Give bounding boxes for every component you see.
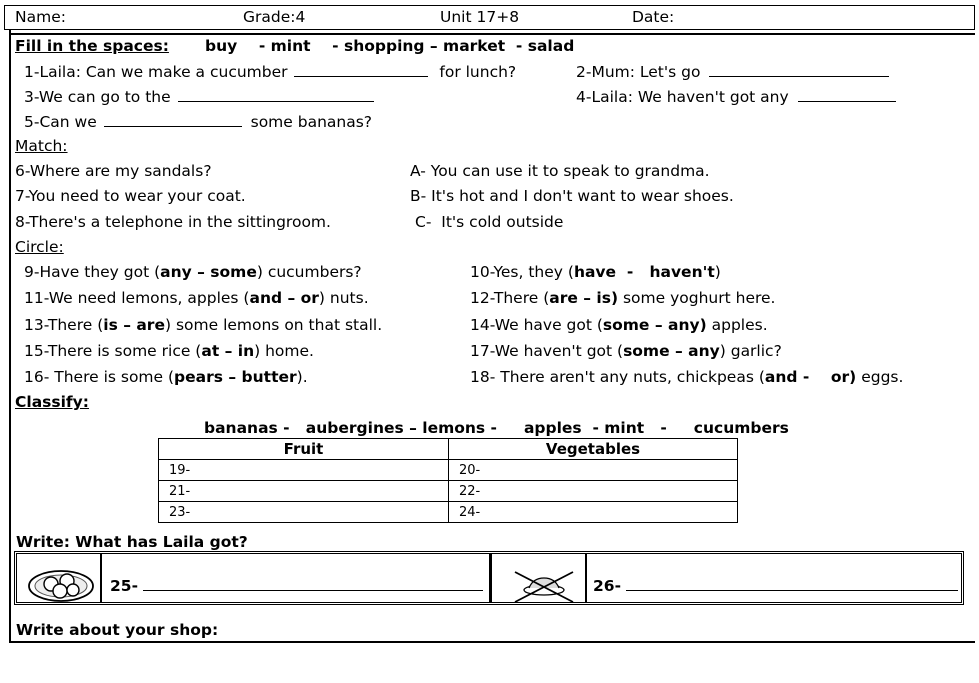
q18-post: eggs. [861,368,904,386]
circle-q11 [24,289,369,308]
q17-post: ) garlic? [719,342,782,360]
q12-options[interactable]: are – is) [549,289,619,307]
q18-pre: 18- There aren't any nuts, chickpeas ( [470,368,765,386]
date-label: Date: [632,8,675,26]
match-c: C- It's cold outside [415,213,564,231]
classify-title: Classify: [15,393,89,411]
fill-title: Fill in the spaces: [15,37,169,55]
circle-q9 [24,263,362,282]
q15-post: ) home. [254,342,314,360]
q5-start: 5-Can we [24,113,97,131]
bottom-rule [9,641,975,643]
q16-pre: 16- There is some ( [24,368,175,386]
q5-blank[interactable] [104,112,242,127]
q14-pre: 14-We have got ( [470,316,603,334]
q18-options[interactable]: and - or) [764,368,857,386]
q26-blank[interactable] [626,576,958,591]
fruit-header: Fruit [159,439,449,460]
match-q6: 6-Where are my sandals? [15,162,212,180]
fill-word-bank: buy - mint - shopping – market - salad [205,37,575,55]
q12-post: some yoghurt here. [622,289,776,307]
match-q7: 7-You need to wear your coat. [15,187,246,205]
circle-q14 [470,316,768,335]
q25-blank[interactable] [143,576,483,591]
q17-pre: 17-We haven't got ( [470,342,624,360]
q11-pre: 11-We need lemons, apples ( [24,289,250,307]
table-row [159,502,738,523]
q1-start: 1-Laila: Can we make a cucumber [24,63,288,81]
name-label: Name: [15,8,66,26]
circle-q12 [470,289,775,308]
circle-q17 [470,342,782,361]
q15-options[interactable]: at – in [201,342,255,360]
q25-text [110,576,483,596]
q1-text [24,62,516,82]
q10-pre: 10-Yes, they ( [470,263,574,281]
q5-end: some bananas? [250,113,373,131]
q4-text [576,87,896,107]
classify-header-row [159,439,738,460]
q12-pre: 12-There ( [470,289,550,307]
write-divider-1 [100,553,102,603]
match-q8: 8-There's a telephone in the sittingroom. [15,213,331,231]
q5-text [24,112,372,132]
q9-post: ) cucumbers? [256,263,362,281]
left-border [9,30,11,642]
q10-options[interactable]: have - haven't [573,263,715,281]
q1-end: for lunch? [439,63,517,81]
circle-q15 [24,342,314,361]
circle-q16 [24,368,308,387]
q25-label: 25- [110,577,139,595]
match-b: B- It's hot and I don't want to wear shoes. [410,187,734,205]
cookies-icon [26,567,96,605]
cell-23[interactable]: 23- [159,502,449,523]
cell-22[interactable]: 22- [449,481,738,502]
q14-options[interactable]: some – any) [602,316,707,334]
q9-pre: 9-Have they got ( [24,263,161,281]
q2-blank[interactable] [709,62,889,77]
q9-options[interactable]: any – some [160,263,257,281]
q4-start: 4-Laila: We haven't got any [576,88,789,106]
q10-post: ) [714,263,721,281]
circle-q10 [470,263,721,282]
q2-start: 2-Mum: Let's go [576,63,701,81]
match-title: Match: [15,137,68,155]
circle-title: Circle: [15,238,64,256]
q3-text [24,87,374,107]
q2-text [576,62,889,82]
q14-post: apples. [711,316,768,334]
table-row [159,481,738,502]
q13-pre: 13-There ( [24,316,104,334]
q11-post: ) nuts. [318,289,369,307]
classify-table [158,438,738,523]
write-divider-3 [585,553,587,603]
q15-pre: 15-There is some rice ( [24,342,202,360]
write-divider-2 [489,553,492,603]
q26-text [593,576,958,596]
q3-blank[interactable] [178,87,374,102]
q11-options[interactable]: and – or [249,289,319,307]
q1-blank[interactable] [294,62,428,77]
unit-label: Unit 17+8 [440,8,520,26]
table-row [159,460,738,481]
circle-q18 [470,368,903,387]
q13-options[interactable]: is – are [103,316,165,334]
circle-q13 [24,316,382,335]
q26-label: 26- [593,577,622,595]
cell-20[interactable]: 20- [449,460,738,481]
cell-19[interactable]: 19- [159,460,449,481]
q17-options[interactable]: some – any [623,342,720,360]
q16-options[interactable]: pears – butter [174,368,297,386]
cell-24[interactable]: 24- [449,502,738,523]
q13-post: ) some lemons on that stall. [164,316,383,334]
q16-post: ). [296,368,308,386]
shop-title: Write about your shop: [16,621,219,639]
match-a: A- You can use it to speak to grandma. [410,162,710,180]
q3-start: 3-We can go to the [24,88,171,106]
vegetables-header: Vegetables [449,439,738,460]
q4-blank[interactable] [798,87,896,102]
top-rule [9,33,975,35]
classify-word-bank: bananas - aubergines – lemons - apples - mint - cucumbers [204,419,789,437]
cell-21[interactable]: 21- [159,481,449,502]
grade-label: Grade:4 [243,8,306,26]
write-title: Write: What has Laila got? [16,533,248,551]
crossed-food-icon [511,566,577,606]
